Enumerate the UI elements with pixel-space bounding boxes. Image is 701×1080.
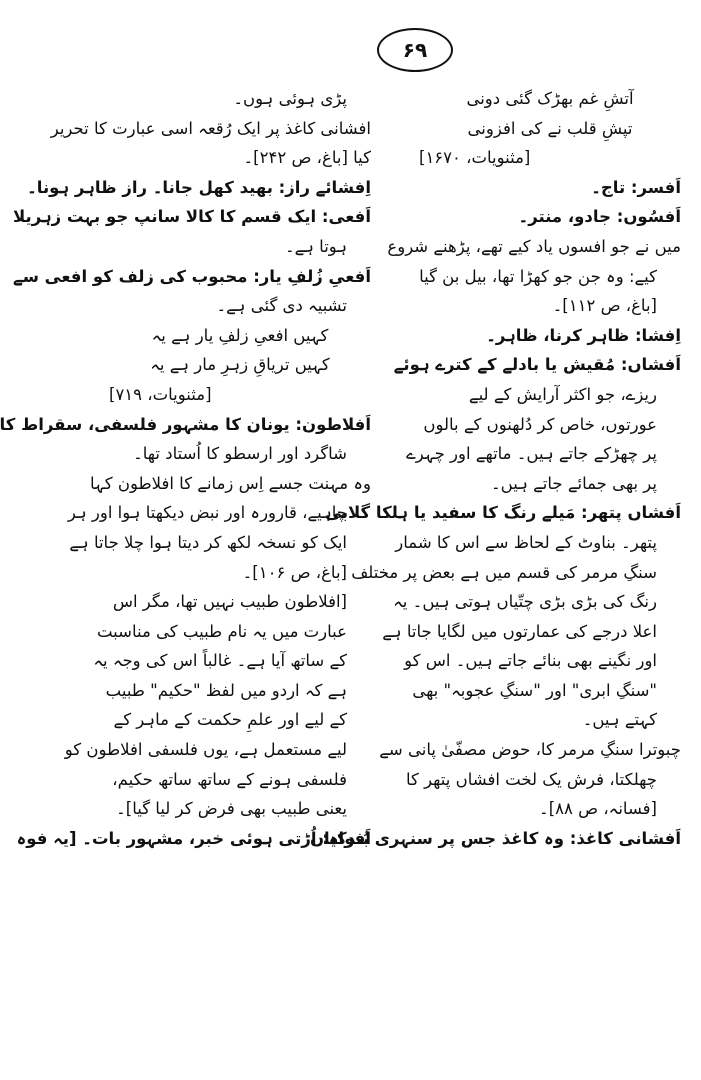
left-column-line: اَفعی: ایک قسم کا کالا سانپ جو بہت زہریلا xyxy=(13,207,371,227)
right-column-line: اَفشاں پتھر: مَیلے رنگ کا سفید یا ہلکا گلابی xyxy=(325,503,681,523)
page-number xyxy=(377,28,453,72)
left-column-line: کے ساتھ آیا ہے۔ غالباً اس کی وجہ یہ xyxy=(93,651,347,671)
left-column-line: شاگرد اور ارسطو کا اُستاد تھا۔ xyxy=(133,444,347,464)
right-column-line: اور نگینے بھی بنائے جاتے ہیں۔ اس کو xyxy=(404,651,657,671)
left-column-line: تشبیہ دی گئی ہے۔ xyxy=(216,296,347,316)
left-column-line: کہیں افعیِ زلفِ یار ہے یہ xyxy=(151,325,329,345)
left-column-line: یعنی طبیب بھی فرض کر لیا گیا]۔ xyxy=(116,799,347,819)
right-column-line: [مثنویات، ۱۶۷۰] xyxy=(419,148,531,168)
left-column-line: ایک کو نسخہ لکھ کر دیتا ہوا چلا جاتا ہے xyxy=(69,532,347,552)
right-column-line: رنگ کی بڑی بڑی چتّیاں ہوتی ہیں۔ یہ xyxy=(393,592,657,612)
right-column-line: چھلکتا، فرش یک لخت افشاں پتھر کا xyxy=(405,769,657,789)
left-column-line: [افلاطون طبیب نہیں تھا، مگر اس xyxy=(112,592,347,612)
left-column-line: وہ مہنت جسے اِس زمانے کا افلاطون کہا xyxy=(90,473,371,493)
left-column-line: کہیں تریاقِ زہرِ مار ہے یہ xyxy=(150,355,330,375)
left-column-line: اَفلاطون: یونان کا مشہور فلسفی، سقراط کا xyxy=(0,414,371,434)
left-column-line: پڑی ہوئی ہوں۔ xyxy=(233,89,347,108)
left-column xyxy=(0,84,371,853)
left-column-line: اَفعیِ زُلفِ یار: محبوب کی زلف کو افعی سے xyxy=(13,266,371,286)
right-column-line: میں نے جو افسوں یاد کیے تھے، پڑھنے شروع xyxy=(387,236,681,256)
page-number-text: ۶۹ xyxy=(402,38,428,62)
right-column-line: کیے: وہ جن جو کھڑا تھا، بیل بن گیا xyxy=(419,266,657,286)
right-column-line: اَفسُوں: جادو، منتر۔ xyxy=(518,207,681,227)
right-column-line: اَفشاں: مُقیش یا بادلے کے کترے ہوئے xyxy=(393,355,681,375)
left-column-line: [باغ، ص ۱۰۶]۔ xyxy=(242,562,347,582)
left-column-line: افشانی کاغذ پر ایک رُقعہ اسی عبارت کا تحریر xyxy=(50,118,371,138)
right-column-line: اَفسر: تاج۔ xyxy=(591,177,681,197)
left-column-line: فلسفی ہونے کے ساتھ ساتھ حکیم، xyxy=(112,769,347,789)
right-column-line: پتھر۔ بناوٹ کے لحاظ سے اس کا شمار xyxy=(395,532,657,552)
left-column-line: کیا [باغ، ص ۲۴۲]۔ xyxy=(243,148,371,168)
right-column-line: [فسانہ، ص ۸۸]۔ xyxy=(539,799,657,819)
left-column-line: اِفشائے راز: بھید کھل جانا۔ راز ظاہر ہونا۔ xyxy=(27,177,371,197)
right-column-line: سنگِ مرمر کی قسم میں ہے بعض پر مختلف xyxy=(351,562,657,582)
right-column-line: اَفشانی کاغذ: وہ کاغذ جس پر سنہری بُندکیاں xyxy=(309,828,681,848)
right-column-line: "سنگِ ابری" اور "سنگِ عجوبہ" بھی xyxy=(412,680,657,700)
right-column-line: ریزے، جو اکثر آرایش کے لیے xyxy=(468,384,657,404)
right-column-line: [باغ، ص ۱۱۲]۔ xyxy=(552,296,657,316)
right-column-line: پر چھڑکے جاتے ہیں۔ ماتھے اور چہرے xyxy=(406,444,657,464)
left-column-line: کے لیے اور علمِ حکمت کے ماہر کے xyxy=(113,710,347,730)
right-column-line: پر بھی جمائے جاتے ہیں۔ xyxy=(490,473,657,493)
right-column-line: اِفشا: ظاہر کرنا، ظاہر۔ xyxy=(486,325,681,345)
right-column-line: اعلا درجے کی عمارتوں میں لگایا جاتا ہے xyxy=(382,621,657,641)
left-column-line: عبارت میں یہ نام طبیب کی مناسبت xyxy=(96,621,347,641)
right-column-line: کہتے ہیں۔ xyxy=(582,710,657,730)
left-column-line: ہے کہ اردو میں لفظ "حکیم" طبیب xyxy=(105,680,347,700)
right-column-line: چبوترا سنگِ مرمر کا، حوض مصفّیٰ پانی سے xyxy=(379,740,681,760)
left-column-line: لیے مستعمل ہے، یوں فلسفی افلاطون کو xyxy=(64,740,347,760)
right-column-line: عورتوں، خاص کر دُلھنوں کے بالوں xyxy=(423,414,657,434)
left-column-line: [مثنویات، ۷۱۹] xyxy=(109,384,212,404)
right-column-line: تپشِ قلب نے کی افزونی xyxy=(467,118,633,138)
left-column-line: اَفواہ: اُڑتی ہوئی خبر، مشہور بات۔ [یہ فوہ xyxy=(16,828,371,848)
left-column-line: چاہیے، قارورہ اور نبض دیکھتا ہوا اور ہر xyxy=(67,503,347,523)
right-column-line: آتشِ غم بھڑک گئی دونی xyxy=(466,89,634,108)
left-column-line: ہوتا ہے۔ xyxy=(284,236,347,256)
